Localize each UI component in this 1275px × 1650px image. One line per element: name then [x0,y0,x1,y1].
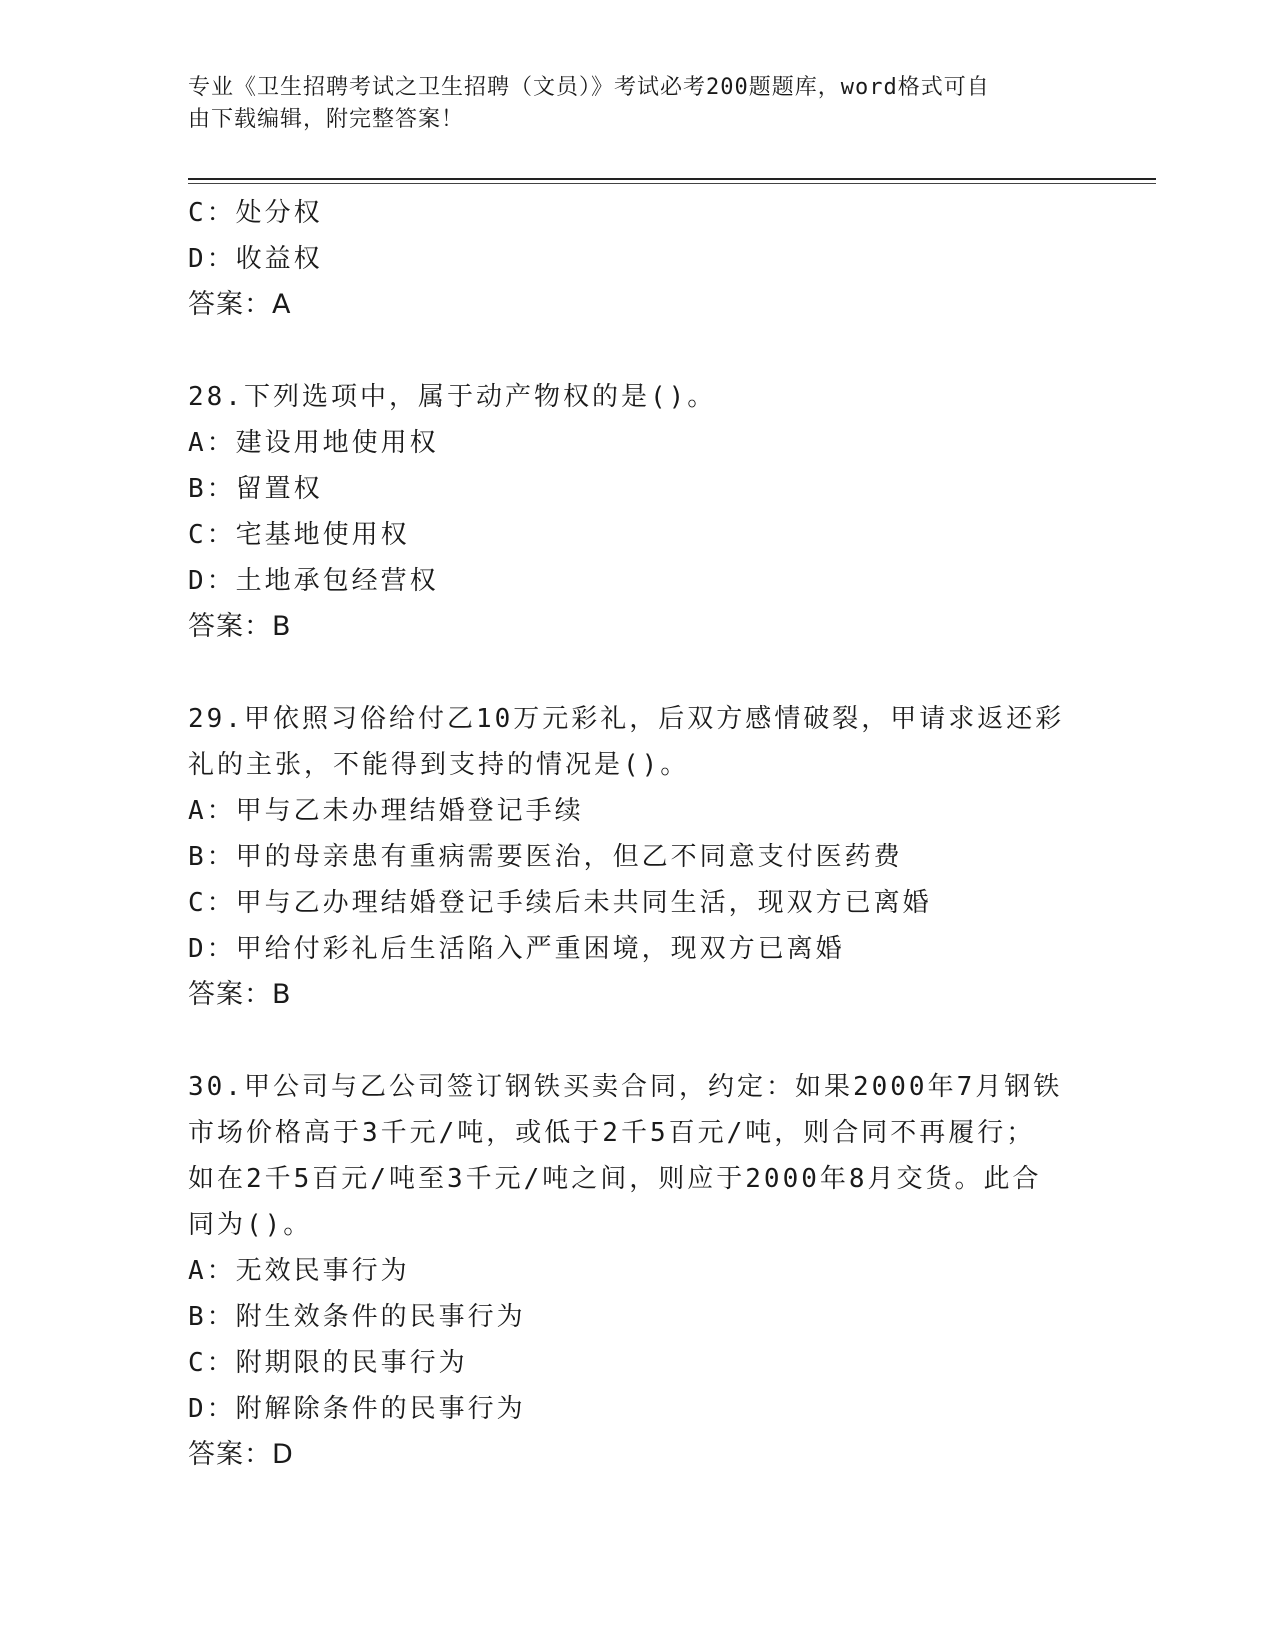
option-a: A：甲与乙未办理结婚登记手续 [188,796,584,826]
option-c: C：处分权 [188,198,323,228]
question-list [188,190,1088,1478]
option-a: A：无效民事行为 [188,1256,410,1286]
option-c: C：甲与乙办理结婚登记手续后未共同生活，现双方已离婚 [188,888,932,918]
option-d: D：附解除条件的民事行为 [188,1394,526,1424]
document-header [188,72,1068,136]
question-stem-line-1: 29.甲依照习俗给付乙10万元彩礼，后双方感情破裂，甲请求返还彩 [188,704,1065,734]
question-stem-line-1: 30.甲公司与乙公司签订钢铁买卖合同，约定：如果2000年7月钢铁 [188,1072,1063,1102]
answer-line: 答案：D [188,1439,294,1470]
question-29 [188,696,1088,1018]
question-stem: 28.下列选项中，属于动产物权的是()。 [188,382,717,412]
option-b: B：甲的母亲患有重病需要医治，但乙不同意支付医药费 [188,842,903,872]
header-line-2: 由下载编辑，附完整答案！ [188,107,465,132]
answer-line: 答案：B [188,979,292,1010]
header-divider-thick [188,178,1156,180]
option-d: D：甲给付彩礼后生活陷入严重困境，现双方已离婚 [188,934,845,964]
question-stem-line-4: 同为()。 [188,1210,313,1240]
question-stem-line-2: 市场价格高于3千元/吨，或低于2千5百元/吨，则合同不再履行； [188,1118,1036,1148]
question-stem-line-2: 礼的主张，不能得到支持的情况是()。 [188,750,690,780]
option-d: D：收益权 [188,244,323,274]
option-b: B：附生效条件的民事行为 [188,1302,526,1332]
answer-line: 答案：A [188,289,292,320]
question-stem-line-3: 如在2千5百元/吨至3千元/吨之间，则应于2000年8月交货。此合 [188,1164,1042,1194]
answer-line: 答案：B [188,611,292,642]
option-a: A：建设用地使用权 [188,428,439,458]
option-d: D：土地承包经营权 [188,566,439,596]
header-line-1: 专业《卫生招聘考试之卫生招聘（文员）》考试必考200题题库，word格式可自 [188,75,990,100]
header-divider-thin [188,183,1156,184]
question-28 [188,374,1088,650]
question-30 [188,1064,1088,1478]
option-c: C：宅基地使用权 [188,520,410,550]
option-b: B：留置权 [188,474,323,504]
option-c: C：附期限的民事行为 [188,1348,468,1378]
question-27-tail [188,190,1088,328]
